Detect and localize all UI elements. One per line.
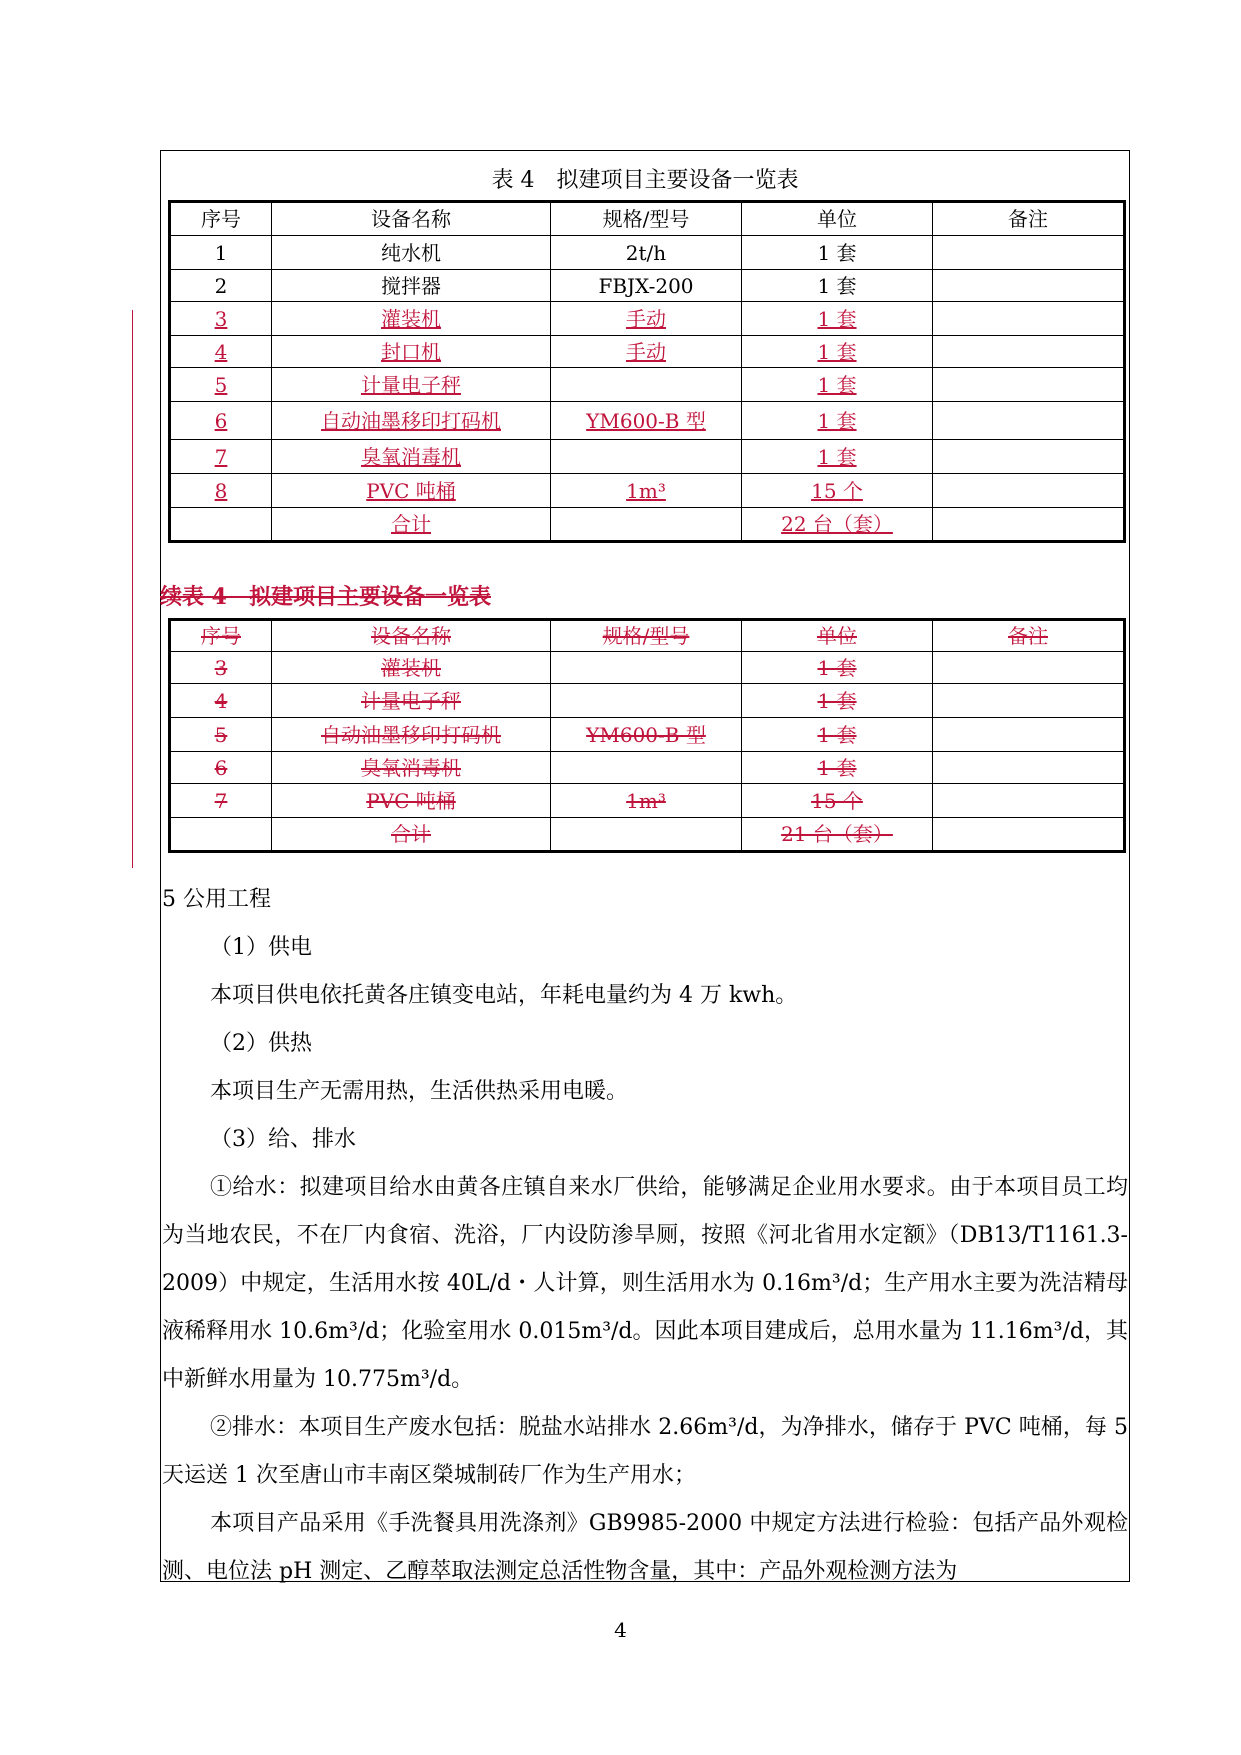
- cell-name: 自动油墨移印打码机: [321, 722, 501, 747]
- cell-unit: 1 套: [817, 755, 857, 780]
- section-body: [162, 876, 1128, 1596]
- cell-unit: 22 台（套）: [781, 512, 893, 536]
- heating-text: 本项目生产无需用热，生活供热采用电暖。: [210, 1079, 629, 1104]
- table-row: [170, 302, 1125, 336]
- cell-spec: YM600-B 型: [586, 408, 706, 433]
- table-row: [170, 752, 1125, 784]
- cell-name: 合计: [391, 512, 431, 536]
- cell-no: 5: [214, 722, 228, 747]
- cell-unit: 1 套: [817, 655, 857, 680]
- cell-no: 1: [214, 240, 228, 265]
- power-title: （1）供电: [210, 935, 312, 960]
- cell-no: 3: [214, 655, 228, 680]
- table-row: [170, 684, 1125, 718]
- table-row: [170, 818, 1125, 852]
- column-header: 序号: [170, 202, 272, 236]
- cell-spec: FBJX-200: [598, 273, 694, 298]
- cell-unit: 1 套: [817, 306, 857, 331]
- cell-no: 3: [214, 306, 228, 331]
- cell-spec: 手动: [626, 306, 666, 331]
- cell-unit: 15 个: [811, 478, 863, 503]
- cell-no: 4: [214, 339, 228, 364]
- heating-title: （2）供热: [210, 1031, 312, 1056]
- table-row: [170, 784, 1125, 818]
- water-supply-text: ①给水：拟建项目给水由黄各庄镇自来水厂供给，能够满足企业用水要求。由于本项目员工均为当地农民，不在厂内食宿、洗浴，厂内设防渗旱厕，按照《河北省用水定额》（DB13/T1161.3-2009）中规定，生活用水按 40L/d・人计算，则生活用水为 0.16m³/d；生产用水主要为洗洁精母液稀释用水 10.6m³/d；化验室用水 0.015m³/d。因此本项目建成后，总用水量为 11.16m³/d，其中新鲜水用量为 10.775m³/d。: [162, 1175, 1128, 1392]
- cell-name: 计量电子秤: [361, 688, 461, 713]
- cell-unit: 15 个: [811, 788, 863, 813]
- column-header: 备注: [933, 202, 1125, 236]
- cell-unit: 1 套: [817, 273, 857, 298]
- cell-spec: YM600-B 型: [586, 722, 706, 747]
- inspection-text: 本项目产品采用《手洗餐具用洗涤剂》GB9985-2000 中规定方法进行检验：包括产品外观检测、电位法 pH 测定、乙醇萃取法测定总活性物含量，其中：产品外观检测方法为: [162, 1511, 1128, 1584]
- cell-no: 5: [214, 372, 228, 397]
- column-header: 规格/型号: [551, 202, 742, 236]
- cell-name: 臭氧消毒机: [361, 444, 461, 469]
- cell-name: 搅拌器: [381, 273, 441, 298]
- cell-spec: 2t/h: [625, 240, 667, 265]
- column-header: 规格/型号: [551, 620, 742, 652]
- cell-unit: 21 台（套）: [781, 822, 893, 846]
- cell-unit: 1 套: [817, 722, 857, 747]
- change-bar: [132, 310, 133, 868]
- header-row: [170, 202, 1125, 236]
- table4-cont-title-deleted: 续表 4 拟建项目主要设备一览表: [160, 584, 491, 610]
- table-row: [170, 440, 1125, 474]
- cell-spec: 1m³: [626, 478, 666, 503]
- equipment-table: [168, 200, 1126, 543]
- table-row: [170, 508, 1125, 542]
- column-header: 备注: [933, 620, 1125, 652]
- cell-unit: 1 套: [817, 339, 857, 364]
- cell-name: 臭氧消毒机: [361, 755, 461, 780]
- cell-name: PVC 吨桶: [366, 478, 456, 503]
- cell-no: 6: [214, 755, 228, 780]
- cell-name: 合计: [391, 822, 431, 846]
- cell-unit: 1 套: [817, 444, 857, 469]
- cell-spec: 手动: [626, 339, 666, 364]
- section-heading: 5 公用工程: [162, 887, 271, 912]
- cell-unit: 1 套: [817, 688, 857, 713]
- table-row: [170, 236, 1125, 270]
- cell-no: 6: [214, 408, 228, 433]
- column-header: 单位: [742, 202, 933, 236]
- cell-no: 8: [214, 478, 228, 503]
- column-header: 设备名称: [272, 202, 551, 236]
- cell-no: 7: [214, 788, 228, 813]
- cell-name: 纯水机: [381, 240, 441, 265]
- table-row: [170, 336, 1125, 368]
- power-text: 本项目供电依托黄各庄镇变电站，年耗电量约为 4 万 kwh。: [210, 983, 798, 1008]
- cell-unit: 1 套: [817, 240, 857, 265]
- table-row: [170, 368, 1125, 402]
- table-row: [170, 402, 1125, 440]
- table-row: [170, 474, 1125, 508]
- cell-name: 封口机: [381, 339, 441, 364]
- page-number: 4: [614, 1618, 627, 1642]
- cell-no: 4: [214, 688, 228, 713]
- table-row: [170, 652, 1125, 684]
- cell-no: 7: [214, 444, 228, 469]
- cell-name: 灌装机: [381, 306, 441, 331]
- cell-unit: 1 套: [817, 408, 857, 433]
- water-title: （3）给、排水: [210, 1127, 356, 1152]
- cell-name: 计量电子秤: [361, 372, 461, 397]
- table4-title: 表 4 拟建项目主要设备一览表: [491, 168, 799, 193]
- cell-unit: 1 套: [817, 372, 857, 397]
- table-row: [170, 270, 1125, 302]
- column-header: 序号: [170, 620, 272, 652]
- water-drain-text: ②排水：本项目生产废水包括：脱盐水站排水 2.66m³/d，为净排水，储存于 PVC 吨桶，每 5 天运送 1 次至唐山市丰南区榮城制砖厂作为生产用水；: [162, 1415, 1128, 1488]
- column-header: 设备名称: [272, 620, 551, 652]
- column-header: 单位: [742, 620, 933, 652]
- cell-name: PVC 吨桶: [366, 788, 456, 813]
- equipment-table-cont-deleted: [168, 618, 1126, 853]
- cell-no: 2: [214, 273, 228, 298]
- table-row: [170, 718, 1125, 752]
- cell-name: 灌装机: [381, 655, 441, 680]
- header-row: [170, 620, 1125, 652]
- cell-name: 自动油墨移印打码机: [321, 408, 501, 433]
- cell-spec: 1m³: [626, 788, 666, 813]
